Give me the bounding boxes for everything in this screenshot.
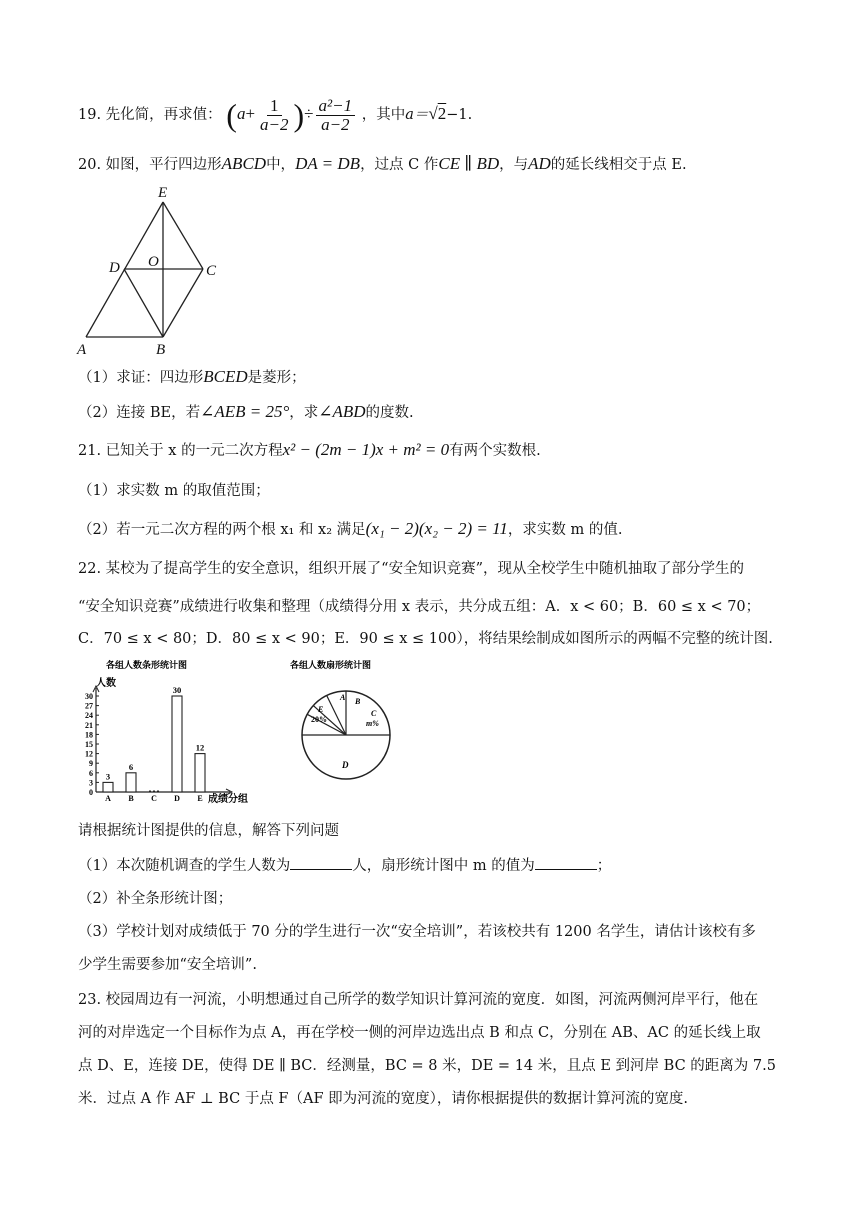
q21-part1: （1）求实数 m 的取值范围； <box>78 483 270 499</box>
bar-label-E: 12 <box>195 742 205 753</box>
pie-slice-label-A: A <box>340 693 346 702</box>
q22-line2: “安全知识竞赛”成绩进行收集和整理（成绩得分用 x 表示，共分成五组：A．x < 60；B．60 ≤ x < 70； <box>78 599 761 615</box>
bar-label-B: 6 <box>128 761 134 772</box>
pie-chart-title: 各组人数扇形统计图 <box>290 660 372 670</box>
q19-tail-prefix: ，其中 <box>361 107 406 123</box>
pie-slice-label-C: C <box>371 709 377 718</box>
label-D: D <box>109 260 120 276</box>
answer-blank-1[interactable] <box>290 855 352 870</box>
q19-number: 19. <box>78 107 102 123</box>
q22-line3: C．70 ≤ x < 80；D．80 ≤ x < 90；E．90 ≤ x ≤ 100），将结果绘制成如图所示的两幅不完整的统计图. <box>78 631 773 647</box>
bar-chart-title: 各组人数条形统计图 <box>106 661 188 671</box>
q19-fraction-2: $\frac{\text{a²−1}}{a-2}$ <box>316 97 356 134</box>
pie-chart <box>290 656 410 786</box>
pie-slice-label-E: E <box>318 705 324 714</box>
x-tick-label-C: C <box>151 794 157 803</box>
q20-ce-bd: CE ∥ BD <box>438 154 500 173</box>
label-C: C <box>206 263 217 279</box>
bar-D <box>172 696 182 792</box>
pie-slice-value-E: 20% <box>311 715 327 724</box>
label-O: O <box>148 254 159 270</box>
q22-part2: （2）补全条形统计图； <box>78 891 233 907</box>
bar-chart-body <box>85 685 232 803</box>
q22-after-charts: 请根据统计图提供的信息，解答下列问题 <box>78 823 339 839</box>
y-tick-label: 6 <box>89 768 93 778</box>
y-tick-label: 3 <box>89 778 93 788</box>
x-tick-label-E: E <box>197 794 203 803</box>
answer-blank-2[interactable] <box>535 855 597 870</box>
q19-tail-end: −1. <box>446 107 473 123</box>
y-tick-label: 12 <box>85 749 93 759</box>
q23-line3: 点 D、E，连接 DE，使得 DE ∥ BC．经测量，BC = 8 米，DE = 14 米，且点 E 到河岸 BC 的距离为 7.5 <box>78 1058 776 1074</box>
bar-label-A: 3 <box>105 771 111 782</box>
pie-slice-label-B: B <box>355 697 361 706</box>
bar-A <box>103 782 113 792</box>
x-tick-label-B: B <box>128 794 134 803</box>
y-tick-label: 27 <box>85 701 93 711</box>
y-tick-label: 21 <box>85 720 93 730</box>
q21-part2: （2）若一元二次方程的两个根 x₁ 和 x₂ 满足(x₁ − 2)(x₂ − 2) = 11，求实数 m 的值. <box>78 519 623 538</box>
bar-chart-xlabel: 成绩分组 <box>208 794 248 805</box>
q19-divide: ÷ <box>304 104 314 123</box>
q19-prefix: 先化简，再求值： <box>105 107 222 123</box>
q20-figure <box>70 180 230 360</box>
q20-part2: （2）连接 BE，若∠AEB = 25°，求∠ABD的度数. <box>78 402 414 421</box>
y-tick-label: 30 <box>85 692 93 701</box>
bar-E <box>195 754 205 792</box>
q19-a-eq: a＝ <box>405 107 429 123</box>
label-E: E <box>158 185 168 201</box>
x-tick-label-A: A <box>105 794 111 803</box>
sqrt-symbol: √2 <box>428 104 447 123</box>
label-B: B <box>156 342 166 358</box>
q23-line2: 河的对岸选定一个目标作为点 A，再在学校一侧的河岸边选出点 B 和点 C，分别在 AB、AC 的延长线上取 <box>78 1025 761 1041</box>
q22-part3-l2: 少学生需要参加“安全培训”. <box>78 957 257 973</box>
y-tick-label: 24 <box>85 711 93 721</box>
q21-line: 21. 已知关于 x 的一元二次方程x² − (2m − 1)x + m² = 0有两个实数根. <box>78 440 541 459</box>
q20-abcd: ABCD <box>221 154 267 173</box>
q20-ad: AD <box>528 154 551 173</box>
pie-slice-value-C: m% <box>366 719 379 728</box>
y-tick-label: 18 <box>85 730 93 740</box>
q20-part1: （1）求证：四边形BCED是菱形； <box>78 367 306 386</box>
q21-part2-eq: (x₁ − 2)(x₂ − 2) = 11 <box>365 519 508 538</box>
bar-chart-ylabel: 人数 <box>96 678 116 689</box>
q19-line: 19. 先化简，再求值： (a+ $\frac{1}{a-2}$ )÷ $\frac{\text{a²−1}}{a-2}$ ，其中a＝√2−1. <box>78 95 473 134</box>
y-tick-label: 9 <box>89 759 93 769</box>
pie-chart-body <box>302 691 390 779</box>
y-tick-label: 15 <box>85 740 93 749</box>
y-tick-label: 0 <box>89 788 93 797</box>
x-tick-label-D: D <box>174 794 180 803</box>
bar-chart <box>74 656 274 808</box>
q22-part3-l1: （3）学校计划对成绩低于 70 分的学生进行一次“安全培训”，若该校共有 1200 名学生，请估计该校有多 <box>78 924 756 940</box>
q22-line1: 22. 某校为了提高学生的安全意识，组织开展了“安全知识竞赛”，现从全校学生中随机抽取了部分学生的 <box>78 561 744 577</box>
label-A: A <box>77 342 87 358</box>
pie-slice-label-D: D <box>342 760 349 770</box>
bar-label-D: 30 <box>172 685 182 695</box>
q20-line: 20. 如图，平行四边形ABCD中，DA = DB，过点 C 作CE ∥ BD，与AD的延长线相交于点 E. <box>78 154 687 173</box>
q20-da-db: DA = DB <box>295 154 361 173</box>
q21-equation: x² − (2m − 1)x + m² = 0 <box>282 440 450 459</box>
q19-fraction-1: $\frac{1}{a-2}$ <box>260 95 289 134</box>
q19-plus: + <box>245 104 256 123</box>
q22-part1: （1）本次随机调查的学生人数为 人，扇形统计图中 m 的值为 ； <box>78 855 611 876</box>
q23-line1: 23. 校园周边有一河流，小明想通过自己所学的数学知识计算河流的宽度．如图，河流两侧河岸平行，他在 <box>78 992 759 1008</box>
q19-var-a: a <box>236 104 246 123</box>
q23-line4: 米．过点 A 作 AF ⊥ BC 于点 F（AF 即为河流的宽度），请你根据提供的数据计算河流的宽度. <box>78 1091 688 1107</box>
bar-B <box>126 773 136 792</box>
